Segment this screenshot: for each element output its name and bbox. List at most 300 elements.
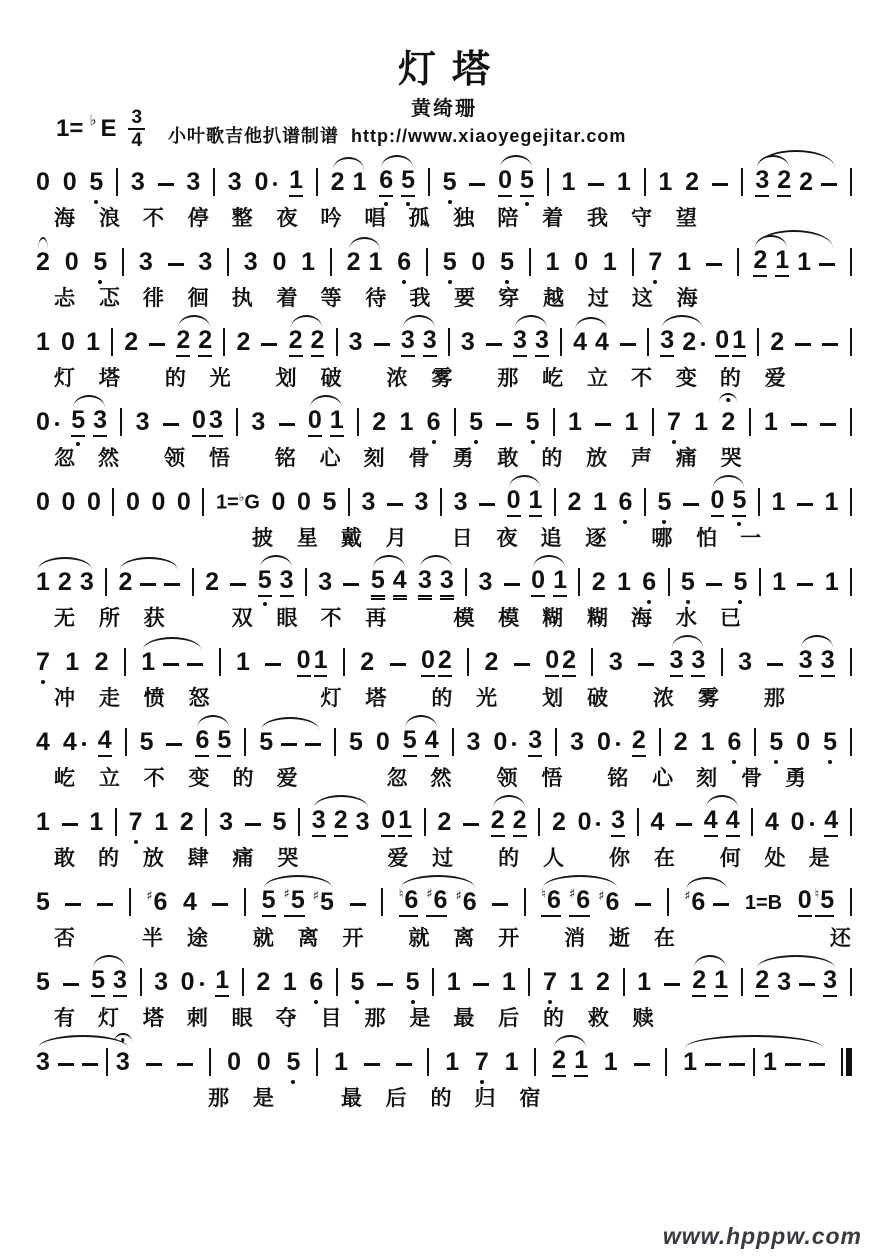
note: 0 <box>574 248 589 276</box>
note: 0 <box>297 488 311 516</box>
slur-group <box>262 888 334 917</box>
barline <box>528 968 530 996</box>
barline <box>305 568 307 596</box>
accidental-icon: ♯ <box>426 887 433 902</box>
note: 2 <box>346 248 361 276</box>
barline <box>578 568 580 596</box>
artist-name: 黄绮珊 <box>411 98 477 120</box>
dash <box>819 263 835 266</box>
note: 3 <box>318 568 333 596</box>
note: ♯5 <box>312 888 334 916</box>
note: 1 <box>154 808 169 836</box>
barline <box>754 728 756 756</box>
note: 5 <box>769 730 783 757</box>
note: 2 <box>176 328 190 357</box>
slur-group <box>347 250 383 277</box>
slur-group <box>379 168 415 197</box>
note: 7 <box>36 650 50 677</box>
dash <box>706 583 722 586</box>
barline <box>553 408 555 436</box>
dash <box>767 663 783 666</box>
note: ♯6 <box>146 888 168 916</box>
barline <box>316 1048 318 1076</box>
slur-group <box>91 968 127 997</box>
low-octave-dot-icon <box>402 280 406 284</box>
dash <box>463 823 479 826</box>
barline <box>129 888 131 916</box>
lyric-row: 灯 塔 的 光 划 破 浓 雾 那 屹 立 不 变 的 爱 <box>54 367 787 390</box>
note: 4 <box>824 808 838 837</box>
note: 1 <box>86 328 100 356</box>
note: 2 <box>632 728 646 757</box>
note: 1 <box>65 648 80 676</box>
barline <box>644 488 646 516</box>
note: 2 <box>491 808 505 837</box>
note: 6 <box>397 250 411 277</box>
slur-group <box>531 568 567 597</box>
note: 3 <box>154 968 169 996</box>
note: 0 <box>578 810 592 837</box>
dash <box>63 983 79 986</box>
note: 3 <box>348 328 363 356</box>
note: 2 <box>799 168 814 196</box>
slur-group <box>403 728 439 757</box>
note: 1 <box>399 408 414 436</box>
barline <box>850 808 852 836</box>
note: 2 <box>36 248 50 276</box>
note: 3 <box>251 408 266 436</box>
lyric-row: 无 所 获 双 眼 不 再 模 模 糊 糊 海 水 已 <box>54 607 742 630</box>
accidental-icon: ♯ <box>684 889 691 904</box>
accidental-icon: ♮ <box>541 887 547 902</box>
slur-group <box>552 1048 588 1077</box>
dot-icon <box>200 982 204 986</box>
note: 3 <box>823 968 837 997</box>
dash <box>634 1063 650 1066</box>
note: 3 <box>799 648 813 677</box>
note: ♮5 <box>815 888 835 917</box>
note: 1 <box>677 248 691 276</box>
dash <box>514 663 530 666</box>
dash <box>281 743 297 746</box>
final-barline <box>841 1048 852 1076</box>
note: 2 <box>591 568 606 596</box>
barline <box>205 808 207 836</box>
note: 5 <box>823 730 837 757</box>
dash <box>168 263 184 266</box>
note: 1 <box>658 168 673 196</box>
barline <box>223 328 225 356</box>
accidental-icon: ♯ <box>598 889 605 904</box>
note: 5 <box>287 1050 301 1077</box>
note-row <box>36 471 852 517</box>
barline <box>741 168 743 196</box>
dash <box>595 423 611 426</box>
note: 1 <box>775 248 789 277</box>
music-line <box>36 790 852 870</box>
low-octave-dot-icon <box>737 522 741 526</box>
dash <box>163 423 179 426</box>
note: 3 <box>93 408 107 437</box>
dash <box>343 583 359 586</box>
dot-icon <box>273 182 277 186</box>
barline <box>316 168 318 196</box>
dash <box>504 583 520 586</box>
dash <box>791 423 807 426</box>
low-octave-dot-icon <box>647 600 651 604</box>
beam-group <box>192 408 223 437</box>
music-line <box>36 630 852 710</box>
note: 1 <box>694 408 709 436</box>
low-octave-dot-icon <box>653 280 657 284</box>
note: 0 <box>375 728 390 756</box>
barline <box>227 248 229 276</box>
note: 2 <box>673 728 688 756</box>
barline <box>751 808 753 836</box>
note: 1 <box>330 408 344 437</box>
note: 3 <box>660 328 674 357</box>
dash <box>638 663 654 666</box>
slur-group <box>258 568 294 597</box>
note: 2 <box>311 328 325 357</box>
beam-group <box>297 648 328 677</box>
low-octave-dot-icon <box>686 600 690 604</box>
slur-group <box>308 408 344 437</box>
note: 0 <box>36 410 50 437</box>
barline <box>357 408 359 436</box>
note: 5 <box>406 970 420 997</box>
slur-group <box>692 968 728 997</box>
note: 1 <box>772 568 787 596</box>
note: 5 <box>91 968 105 997</box>
note-row <box>36 791 852 837</box>
note: 3 <box>186 168 201 196</box>
slur-group <box>799 648 835 677</box>
low-octave-dot-icon <box>76 442 80 446</box>
barline <box>467 648 469 676</box>
music-line <box>36 390 852 470</box>
beam-group <box>381 808 412 837</box>
dash <box>377 983 393 986</box>
slur-group <box>513 328 549 357</box>
note: 3 <box>209 408 223 437</box>
note: 3 <box>440 568 454 597</box>
note: 0 <box>597 730 611 757</box>
barline <box>721 648 723 676</box>
note: 4 <box>98 728 112 757</box>
note: 4 <box>63 730 77 757</box>
slur-group <box>118 570 180 597</box>
barline <box>850 648 852 676</box>
note: 3 <box>570 728 585 756</box>
note: 2 <box>94 648 109 676</box>
music-line <box>36 710 852 790</box>
dash <box>664 983 680 986</box>
note: 0 <box>381 808 395 837</box>
slur-group <box>753 248 835 277</box>
slur-group <box>259 730 321 757</box>
note: ♯6 <box>569 888 590 917</box>
key-prefix: 1= <box>56 115 84 142</box>
barline <box>427 1048 429 1076</box>
note: 2 <box>256 968 271 996</box>
note: 2 <box>777 168 791 197</box>
note: 5 <box>36 888 50 916</box>
dash <box>473 983 489 986</box>
note: 4 <box>183 888 197 916</box>
note: 1 <box>545 248 560 276</box>
dash <box>713 903 729 906</box>
note: 2 <box>198 328 212 357</box>
slur-group <box>71 408 107 437</box>
barline <box>850 568 852 596</box>
slur-group <box>36 570 94 597</box>
note: 1 <box>398 808 412 837</box>
note: 1 <box>36 568 50 596</box>
note: 5 <box>36 968 50 996</box>
time-signature-numerator: 3 <box>128 108 145 130</box>
note: 2 <box>551 808 566 836</box>
dash <box>279 423 295 426</box>
note: 5 <box>681 570 695 597</box>
note: 0 <box>62 168 77 196</box>
low-octave-dot-icon <box>406 202 410 206</box>
lyric-row: 忐 忑 徘 徊 执 着 等 待 我 要 穿 越 过 这 海 <box>54 287 699 310</box>
note: 5 <box>733 570 747 597</box>
lyric-row: 否 半 途 就 离 开 就 离 开 消 逝 在 还 <box>54 927 852 950</box>
barline <box>759 568 761 596</box>
note: 1 <box>568 408 582 436</box>
note: 0 <box>711 488 725 517</box>
note: 0 <box>493 730 507 757</box>
accidental-icon: ♯ <box>146 889 153 904</box>
note: 0 <box>125 488 140 516</box>
barline <box>524 888 526 916</box>
barline <box>334 728 336 756</box>
note: 0 <box>254 170 268 197</box>
low-octave-dot-icon <box>662 520 666 524</box>
dash <box>212 903 228 906</box>
barline <box>330 248 332 276</box>
accidental-icon: ♯ <box>568 887 576 902</box>
note: 5 <box>403 728 417 757</box>
note: ♮6 <box>399 888 419 917</box>
low-octave-dot-icon <box>411 1000 415 1004</box>
dash <box>230 583 246 586</box>
music-line <box>36 310 852 390</box>
note: 0 <box>791 810 805 837</box>
note: 3 <box>113 968 127 997</box>
barline <box>124 648 126 676</box>
note-row <box>36 151 852 197</box>
note: 5 <box>500 250 514 277</box>
note: 3 <box>453 488 468 516</box>
note: 1 <box>569 968 584 996</box>
barline <box>538 808 540 836</box>
note: 1 <box>89 808 104 836</box>
note: 5 <box>259 728 274 756</box>
barline <box>244 728 246 756</box>
note: 0 <box>498 168 512 197</box>
note: 1 <box>797 248 812 276</box>
note: 0 <box>61 328 75 356</box>
barline <box>432 968 434 996</box>
transcriber-credit: 小叶歌吉他扒谱制谱 http://www.xiaoyegejitar.com <box>168 126 627 146</box>
note: 2 <box>753 248 767 277</box>
note: 0 <box>86 488 101 516</box>
note: 3 <box>135 408 150 436</box>
music-line <box>36 1030 852 1110</box>
note: 3 <box>219 808 234 836</box>
note: 3 <box>535 328 549 357</box>
note: 5 <box>272 808 287 836</box>
note-row <box>36 391 852 437</box>
barline <box>659 728 661 756</box>
note: 2 <box>562 648 576 677</box>
beam-group <box>715 328 746 357</box>
note: 4 <box>595 328 609 356</box>
note: ♯6 <box>598 888 620 916</box>
barline <box>348 488 350 516</box>
barline <box>741 968 743 996</box>
note: 3 <box>670 648 684 677</box>
note: 2 <box>118 568 133 596</box>
barline <box>591 648 593 676</box>
note: 0 <box>297 648 311 677</box>
barline <box>428 168 430 196</box>
dot-icon <box>596 822 600 826</box>
slur-group <box>507 488 543 517</box>
barline <box>850 728 852 756</box>
barline <box>749 408 751 436</box>
note: 1 <box>616 568 631 596</box>
barline <box>125 728 127 756</box>
slur-group <box>418 568 454 597</box>
slur-group <box>498 168 534 197</box>
barline <box>242 968 244 996</box>
note: 7 <box>475 1050 489 1077</box>
dash <box>705 1063 721 1066</box>
dash <box>486 343 502 346</box>
barline <box>554 488 556 516</box>
note: 2 <box>124 328 139 356</box>
note: 3 <box>36 1048 50 1076</box>
key-signature <box>56 108 145 150</box>
barline <box>555 728 557 756</box>
dash <box>799 983 815 986</box>
note: 1 <box>683 1048 698 1076</box>
lyric-row: 忽 然 领 悟 铭 心 刻 骨 勇 敢 的 放 声 痛 哭 <box>54 447 743 470</box>
beam-group <box>545 648 576 677</box>
barline <box>381 888 383 916</box>
slur-group <box>755 168 791 197</box>
barline <box>452 728 454 756</box>
note: 0 <box>531 568 545 597</box>
note: 5 <box>262 888 276 917</box>
barline <box>236 408 238 436</box>
barline <box>298 808 300 836</box>
note: 1 <box>824 488 839 516</box>
barline <box>219 648 221 676</box>
dash <box>350 903 366 906</box>
beam-group <box>421 648 452 677</box>
barline <box>448 328 450 356</box>
dot-icon <box>810 822 814 826</box>
note: 6 <box>195 728 209 757</box>
lyric-row: 有 灯 塔 刺 眼 夺 目 那 是 最 后 的 救 赎 <box>54 1007 655 1030</box>
note: 7 <box>648 250 662 277</box>
lyric-row: 敢 的 放 肆 痛 哭 爱 过 的 人 你 在 何 处 是 <box>54 847 831 870</box>
note: 4 <box>425 728 439 757</box>
note: 1 <box>603 1048 618 1076</box>
dash <box>163 663 179 666</box>
barline <box>850 888 852 916</box>
note: 1 <box>445 1048 460 1076</box>
note: 0 <box>36 488 50 516</box>
note: ♯6 <box>455 888 477 916</box>
dash <box>146 1063 162 1066</box>
note-row <box>36 231 852 277</box>
slur-group <box>541 888 619 917</box>
note: 3 <box>198 248 213 276</box>
dash <box>676 823 692 826</box>
note-row <box>36 871 852 917</box>
dash <box>261 343 277 346</box>
music-line <box>36 150 852 230</box>
low-octave-dot-icon <box>474 440 478 444</box>
slur-group <box>399 888 477 917</box>
note: 5 <box>93 250 107 277</box>
note: 3 <box>116 1050 130 1077</box>
note: 5 <box>443 170 457 197</box>
note: 0 <box>227 1048 241 1076</box>
note: 1 <box>501 968 516 996</box>
note: 1 <box>141 648 156 676</box>
music-line <box>36 470 852 550</box>
note: 0 <box>64 248 79 276</box>
note: 1 <box>602 248 617 276</box>
slur-group <box>755 968 837 997</box>
accidental-icon: ♯ <box>455 889 462 904</box>
beam-group <box>798 888 834 917</box>
note: 2 <box>372 408 387 436</box>
low-octave-dot-icon <box>384 202 388 206</box>
barline <box>850 328 852 356</box>
note: 0 <box>256 1048 271 1076</box>
music-line <box>36 870 852 950</box>
barline <box>652 408 654 436</box>
note: 0 <box>798 888 812 917</box>
barline <box>560 328 562 356</box>
dot-icon <box>82 742 86 746</box>
low-octave-dot-icon <box>774 760 778 764</box>
barline <box>668 568 670 596</box>
slur-group <box>289 328 325 357</box>
slur-group <box>331 170 367 197</box>
time-signature-denominator: 4 <box>131 130 143 151</box>
note: 0 <box>61 488 76 516</box>
dash <box>164 583 180 586</box>
note: 5 <box>658 490 672 517</box>
dash <box>492 903 508 906</box>
dot-icon <box>512 742 516 746</box>
dash <box>82 1063 98 1066</box>
note: 2 <box>360 648 375 676</box>
lyric-row: 那 是 最 后 的 归 宿 <box>54 1087 542 1110</box>
note: 1 <box>504 1048 519 1076</box>
fermata-icon <box>114 1033 132 1044</box>
slur-group <box>573 330 609 357</box>
